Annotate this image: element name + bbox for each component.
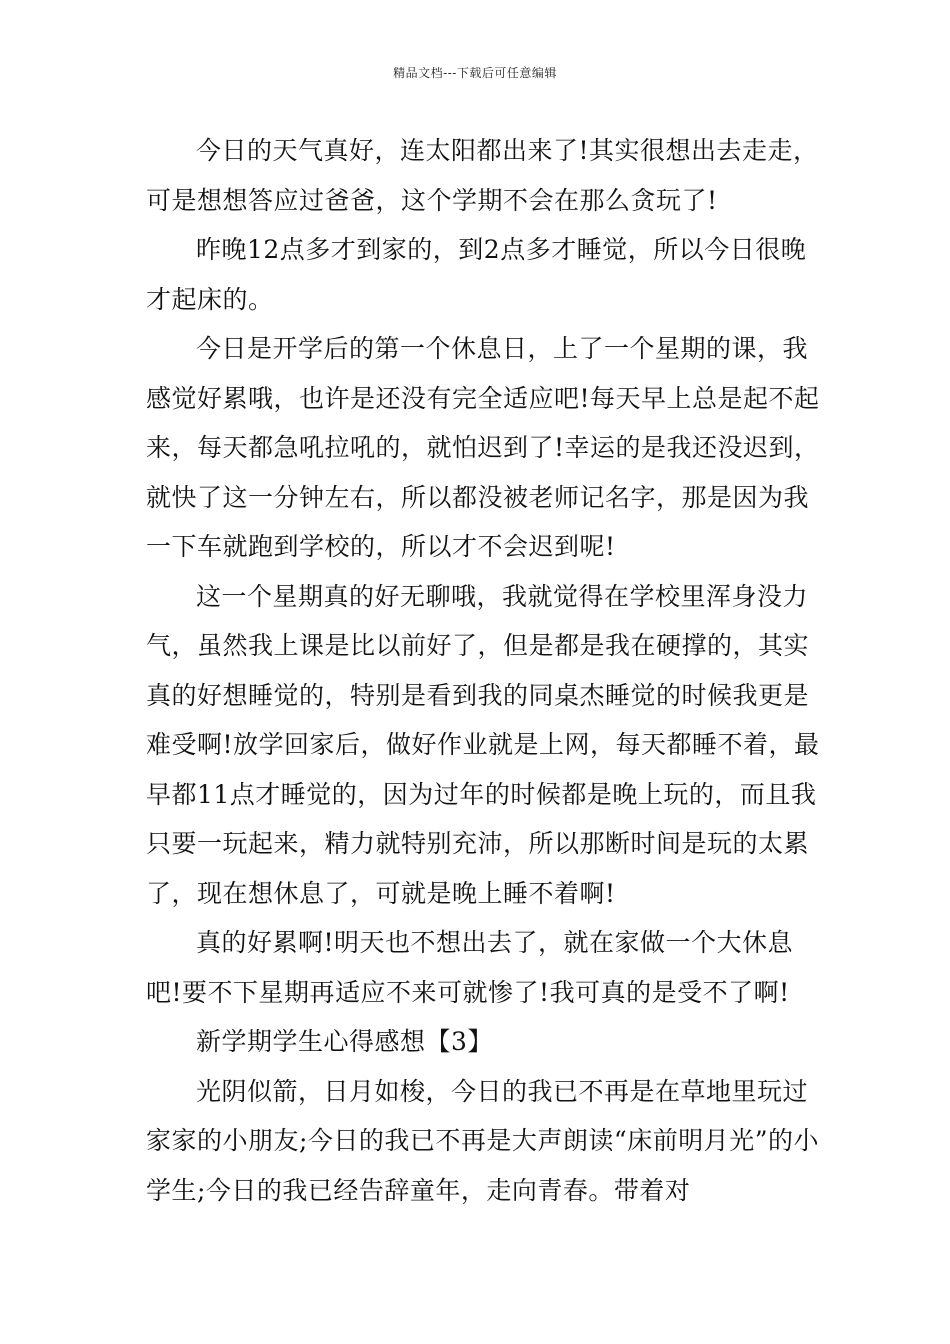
paragraph-1: 今日的天气真好，连太阳都出来了!其实很想出去走走，可是想想答应过爸爸，这个学期不会在那么贪玩了!: [146, 136, 819, 215]
paragraph-6: 光阴似箭，日月如梭，今日的我已不再是在草地里玩过家家的小朋友;今日的我已不再是大声朗读“床前明月光”的小学生;今日的我已经告辞童年，走向青春。带着对: [146, 1076, 819, 1205]
paragraph-5: 真的好累啊!明天也不想出去了，就在家做一个大休息吧!要不下星期再适应不来可就惨了!我可真的是受不了啊!: [146, 928, 794, 1007]
paragraph-2: 昨晚12点多才到家的，到2点多才睡觉，所以今日很晚才起床的。: [146, 235, 807, 314]
paragraph-3: 今日是开学后的第一个休息日，上了一个星期的课，我感觉好累哦，也许是还没有完全适应吧!每天早上总是起不起来，每天都急吼拉吼的，就怕迟到了!幸运的是我还没迟到，就快了这一分钟左右，所以都没被老师记名字，那是因为我一下车就跑到学校的，所以才不会迟到呢!: [146, 334, 820, 561]
page-header: 精品文档---下载后可任意编辑: [393, 66, 557, 80]
document-body: [146, 126, 826, 1215]
paragraph-4: 这一个星期真的好无聊哦，我就觉得在学校里浑身没力气，虽然我上课是比以前好了，但是都是我在硬撑的，其实真的好想睡觉的，特别是看到我的同桌杰睡觉的时候我更是难受啊!放学回家后，做好作业就是上网，每天都睡不着，最早都11点才睡觉的，因为过年的时候都是晚上玩的，而且我只要一玩起来，精力就特别充沛，所以那断时间是玩的太累了，现在想休息了，可就是晚上睡不着啊!: [146, 581, 820, 908]
section-heading: 新学期学生心得感想【3】: [196, 1027, 493, 1056]
